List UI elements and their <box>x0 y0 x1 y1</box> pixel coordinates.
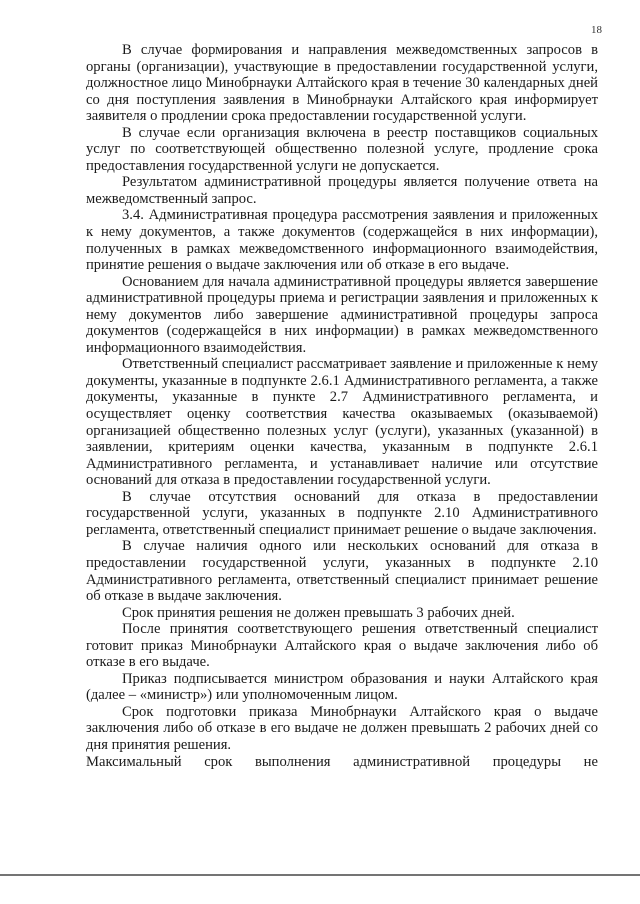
paragraph: Приказ подписывается министром образования и науки Алтайского края (далее – «министр») или уполномоченным лицом. <box>86 670 598 704</box>
paragraph: В случае отсутствия оснований для отказа в предоставлении государственной услуги, указанных в подпункте 2.10 Административного регламента, ответственный специалист принимает решение о выдаче заключения. <box>86 488 598 538</box>
paragraph: 3.4. Административная процедура рассмотрения заявления и приложенных к нему документов, а также документов (содержащейся в них информации), полученных в рамках межведомственного информационного взаимодействия, принятие решения о выдаче заключения или об отказе в его выдаче. <box>86 207 598 274</box>
paragraph: В случае если организация включена в реестр поставщиков социальных услуг по соответствующей общественно полезной услуге, продление срока предоставления государственной услуги не допускается. <box>86 124 598 174</box>
paragraph: Основанием для начала административной процедуры является завершение административной процедуры приема и регистрации заявления и приложенных к нему документов либо завершение административной процедуры запроса документов (содержащейся в них информации) в рамках межведомственного информационного взаимодействия. <box>86 273 598 356</box>
paragraph: В случае наличия одного или нескольких оснований для отказа в предоставлении государственной услуги, указанных в подпункте 2.10 Административного регламента, ответственный специалист принимает решение об отказе в выдаче заключения. <box>86 538 598 605</box>
paragraph: В случае формирования и направления межведомственных запросов в органы (организации), участвующие в предоставлении государственной услуги, должностное лицо Минобрнауки Алтайского края в течение 30 календарных дней со дня поступления заявления в Минобрнауки Алтайского края информирует заявителя о продлении срока предоставлении государственной услуги. <box>86 42 598 125</box>
paragraph: Ответственный специалист рассматривает заявление и приложенные к нему документы, указанные в подпункте 2.6.1 Административного регламента, а также документы, указанные в пункте 2.7 Административного регламента, и осуществляет оценку соответствия качества оказываемых (оказываемой) организацией общественно полезных услуг (услуги), указанных (указанной) в заявлении, критериям оценки качества, указанным в подпункте 2.6.1 Административного регламента, и устанавливает наличие или отсутствие оснований для отказа в предоставлении государственной услуги. <box>86 356 598 489</box>
word: административной <box>353 753 471 770</box>
page-number: 18 <box>591 24 602 36</box>
word: не <box>583 753 598 770</box>
word: процедуры <box>492 753 562 770</box>
paragraph: Срок подготовки приказа Минобрнауки Алтайского края о выдаче заключения либо об отказе в его выдаче не должен превышать 2 рабочих дней со дня принятия решения. <box>86 703 598 753</box>
paragraph: Срок принятия решения не должен превышать 3 рабочих дней. <box>122 604 515 621</box>
scan-edge-line <box>0 874 640 876</box>
word: срок <box>204 753 233 770</box>
justified-last-line <box>86 754 598 771</box>
paragraph: Результатом административной процедуры является получение ответа на межведомственный запрос. <box>86 174 598 207</box>
document-body <box>86 42 598 770</box>
paragraph-continued <box>86 754 598 771</box>
paragraph: После принятия соответствующего решения ответственный специалист готовит приказ Минобрнауки Алтайского края о выдаче заключения либо об отказе в его выдаче. <box>86 621 598 671</box>
word: выполнения <box>254 753 331 770</box>
word: Максимальный <box>86 753 182 770</box>
